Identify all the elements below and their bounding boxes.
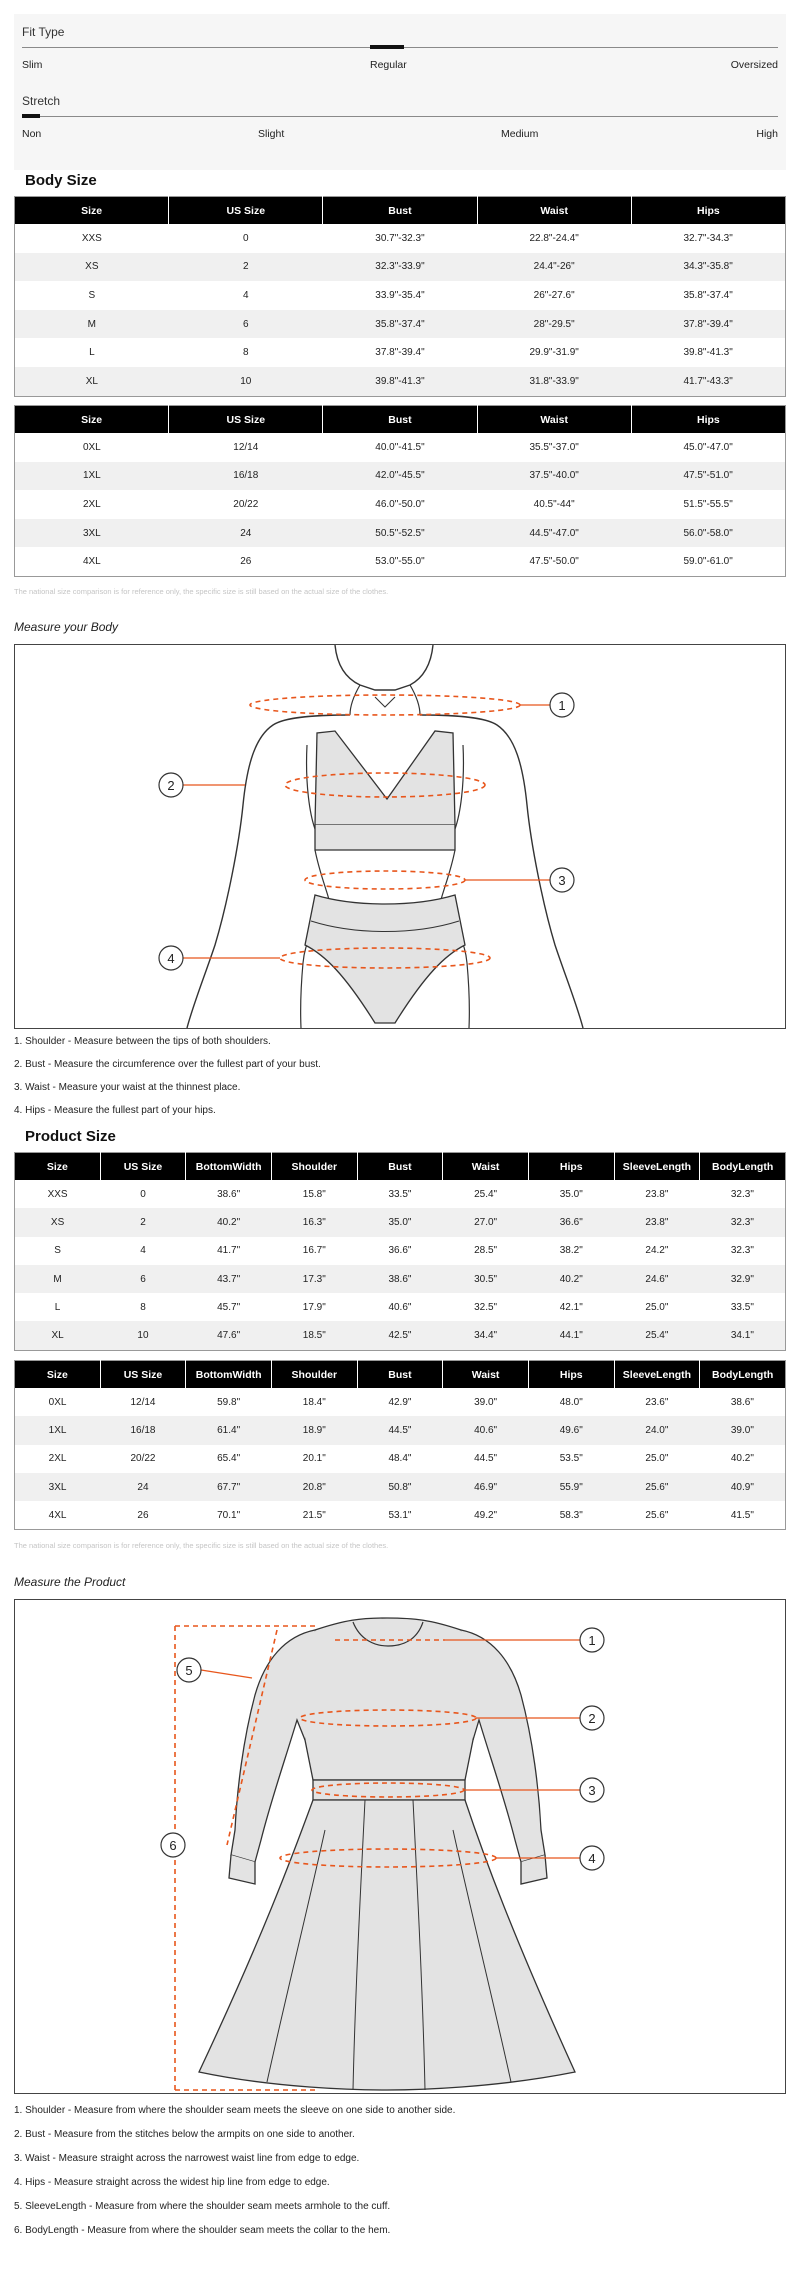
table-cell: 32.3"-33.9" xyxy=(323,253,477,282)
table-cell: 61.4" xyxy=(186,1416,272,1444)
column-header: Waist xyxy=(443,1153,529,1181)
column-header: Bust xyxy=(323,406,477,434)
table-cell: 24.2" xyxy=(645,1245,669,1257)
table-cell: 42.0"-45.5" xyxy=(323,462,477,491)
table-cell: 46.0"-50.0" xyxy=(375,498,425,510)
table-cell: 4XL xyxy=(82,556,101,568)
stretch-option-non: Non xyxy=(22,128,42,140)
table-cell: 24 xyxy=(100,1473,186,1501)
table-cell: 26 xyxy=(240,556,252,568)
column-header: Size xyxy=(15,1361,101,1389)
table-cell: 56.0"-58.0" xyxy=(631,519,785,548)
table-cell: 26"-27.6" xyxy=(533,289,575,301)
column-header: Size xyxy=(15,1153,101,1181)
body-illustration xyxy=(15,645,785,1028)
table-cell: L xyxy=(54,1301,61,1313)
table-cell: 49.6" xyxy=(528,1416,614,1444)
measure-body-title: Measure your Body xyxy=(14,620,119,634)
column-header: Waist xyxy=(443,1361,529,1389)
table-row xyxy=(15,224,786,253)
table-row xyxy=(15,1445,786,1473)
table-cell: 38.6" xyxy=(730,1396,754,1408)
table-cell: XS xyxy=(15,1208,101,1236)
column-header: BodyLength xyxy=(700,1361,786,1389)
stretch-indicator xyxy=(22,114,40,118)
stretch-option-medium: Medium xyxy=(501,128,539,140)
table-cell: 6 xyxy=(169,310,323,339)
table-cell: 32.3" xyxy=(700,1208,786,1236)
stretch-title: Stretch xyxy=(22,94,61,108)
product-size-note: The national size comparison is for reference only, the specific size is still based on the actual size of the clothes. xyxy=(14,1541,389,1550)
stretch-track xyxy=(22,116,778,117)
table-cell: 37.8"-39.4" xyxy=(375,347,425,359)
callout-3: 3 xyxy=(558,873,566,888)
table-row xyxy=(15,1237,786,1265)
product-size-plus-table xyxy=(14,1360,786,1530)
body-size-table xyxy=(14,196,786,397)
column-header: US Size xyxy=(169,406,323,434)
table-cell: 47.6" xyxy=(186,1321,272,1350)
body-measurement-figure xyxy=(14,644,786,1029)
table-cell: 21.5" xyxy=(302,1509,326,1521)
table-row xyxy=(15,367,786,396)
table-row xyxy=(15,338,786,367)
table-cell: 58.3" xyxy=(559,1509,583,1521)
column-header: Waist xyxy=(477,406,631,434)
table-cell: 18.5" xyxy=(271,1321,357,1350)
table-cell: 20/22 xyxy=(130,1453,156,1465)
body-size-note: The national size comparison is for reference only, the specific size is still based on the actual size of the clothes. xyxy=(14,587,389,596)
table-cell: 32.3" xyxy=(730,1188,754,1200)
table-cell: 41.7"-43.3" xyxy=(631,367,785,396)
table-cell: 2 xyxy=(169,253,323,282)
table-cell: 53.1" xyxy=(388,1509,412,1521)
stretch-option-slight: Slight xyxy=(258,128,285,140)
table-row xyxy=(15,1208,786,1236)
table-cell: 32.7"-34.3" xyxy=(683,232,733,244)
table-cell: 46.9" xyxy=(443,1473,529,1501)
table-cell: 30.7"-32.3" xyxy=(375,232,425,244)
table-cell: 12/14 xyxy=(130,1396,156,1408)
body-instruction-1: 1. Shoulder - Measure between the tips of both shoulders. xyxy=(14,1036,271,1047)
table-cell: 40.9" xyxy=(700,1473,786,1501)
table-cell: 18.9" xyxy=(271,1416,357,1444)
table-cell: 8 xyxy=(140,1301,146,1313)
column-header: Hips xyxy=(528,1153,614,1181)
table-cell: 43.7" xyxy=(186,1265,272,1293)
table-cell: 1XL xyxy=(15,462,169,491)
product-instruction-5: 5. SleeveLength - Measure from where the shoulder seam meets armhole to the cuff. xyxy=(14,2201,391,2212)
column-header: Hips xyxy=(528,1361,614,1389)
table-cell: 6 xyxy=(100,1265,186,1293)
table-cell: 35.5"-37.0" xyxy=(529,441,579,453)
column-header: BottomWidth xyxy=(186,1153,272,1181)
table-cell: 3XL xyxy=(15,519,169,548)
column-header: BottomWidth xyxy=(186,1361,272,1389)
table-cell: 39.0" xyxy=(474,1396,498,1408)
table-cell: 51.5"-55.5" xyxy=(683,498,733,510)
table-cell: 23.8" xyxy=(614,1208,700,1236)
table-cell: 31.8"-33.9" xyxy=(477,367,631,396)
table-cell: 37.8"-39.4" xyxy=(631,310,785,339)
table-row xyxy=(15,310,786,339)
table-cell: 50.5"-52.5" xyxy=(323,519,477,548)
table-cell: 49.2" xyxy=(474,1509,498,1521)
table-cell: 36.6" xyxy=(528,1208,614,1236)
table-cell: 16.3" xyxy=(271,1208,357,1236)
column-header: Waist xyxy=(477,197,631,225)
table-cell: 20.1" xyxy=(302,1453,326,1465)
column-header: Bust xyxy=(357,1361,443,1389)
body-instruction-4: 4. Hips - Measure the fullest part of your hips. xyxy=(14,1105,216,1116)
table-cell: S xyxy=(88,289,96,301)
table-row xyxy=(15,1388,786,1416)
table-cell: M xyxy=(15,310,169,339)
table-cell: S xyxy=(54,1245,61,1257)
table-cell: 37.5"-40.0" xyxy=(477,462,631,491)
table-cell: 35.0" xyxy=(357,1208,443,1236)
table-cell: 0XL xyxy=(82,441,101,453)
product-callout-6: 6 xyxy=(169,1838,177,1853)
table-cell: 67.7" xyxy=(186,1473,272,1501)
table-row xyxy=(15,1501,786,1530)
table-cell: 20.8" xyxy=(271,1473,357,1501)
table-cell: 27.0" xyxy=(443,1208,529,1236)
table-cell: 50.8" xyxy=(357,1473,443,1501)
body-size-plus-table xyxy=(14,405,786,577)
table-cell: XS xyxy=(15,253,169,282)
table-cell: 24.0" xyxy=(614,1416,700,1444)
table-cell: 34.3"-35.8" xyxy=(631,253,785,282)
table-row xyxy=(15,1473,786,1501)
table-cell: 23.6" xyxy=(645,1396,669,1408)
fit-panel xyxy=(14,14,786,170)
table-cell: 59.0"-61.0" xyxy=(683,556,733,568)
body-size-title: Body Size xyxy=(25,172,97,189)
table-cell: 55.9" xyxy=(528,1473,614,1501)
table-cell: 40.0"-41.5" xyxy=(375,441,425,453)
table-cell: 0XL xyxy=(48,1396,67,1408)
product-callout-4: 4 xyxy=(588,1851,596,1866)
table-row xyxy=(15,519,786,548)
table-cell: 40.2" xyxy=(528,1265,614,1293)
table-cell: 12/14 xyxy=(233,441,259,453)
table-cell: 22.8"-24.4" xyxy=(529,232,579,244)
product-instruction-6: 6. BodyLength - Measure from where the shoulder seam meets the collar to the hem. xyxy=(14,2225,391,2236)
callout-1: 1 xyxy=(558,698,566,713)
column-header: Shoulder xyxy=(271,1153,357,1181)
table-row xyxy=(15,1321,786,1350)
table-cell: 2 xyxy=(100,1208,186,1236)
table-cell: 38.2" xyxy=(559,1245,583,1257)
table-cell: 24.6" xyxy=(614,1265,700,1293)
table-cell: 1XL xyxy=(15,1416,101,1444)
table-cell: XL xyxy=(15,367,169,396)
table-cell: 59.8" xyxy=(217,1396,241,1408)
table-cell: 0 xyxy=(140,1188,146,1200)
column-header: Bust xyxy=(357,1153,443,1181)
table-cell: 35.8"-37.4" xyxy=(683,289,733,301)
fit-option-oversized: Oversized xyxy=(730,59,778,71)
table-cell: 42.1" xyxy=(559,1301,583,1313)
table-cell: 44.1" xyxy=(528,1321,614,1350)
fit-type-indicator xyxy=(370,45,404,49)
table-cell: 15.8" xyxy=(302,1188,326,1200)
table-cell: 42.5" xyxy=(357,1321,443,1350)
table-cell: 8 xyxy=(243,347,249,359)
table-cell: 38.6" xyxy=(357,1265,443,1293)
table-cell: 44.5" xyxy=(357,1416,443,1444)
dress-illustration xyxy=(15,1600,785,2093)
table-row xyxy=(15,1180,786,1208)
table-row xyxy=(15,1265,786,1293)
table-cell: 34.4" xyxy=(443,1321,529,1350)
table-cell: 3XL xyxy=(15,1473,101,1501)
table-cell: 25.0" xyxy=(645,1301,669,1313)
callout-4: 4 xyxy=(167,951,175,966)
product-callout-1: 1 xyxy=(588,1633,596,1648)
table-row xyxy=(15,253,786,282)
table-cell: 39.8"-41.3" xyxy=(323,367,477,396)
table-cell: 42.9" xyxy=(388,1396,412,1408)
table-cell: 32.9" xyxy=(700,1265,786,1293)
table-cell: 26 xyxy=(137,1509,149,1521)
product-size-title: Product Size xyxy=(25,1128,116,1145)
table-cell: 47.5"-50.0" xyxy=(529,556,579,568)
fit-option-slim: Slim xyxy=(22,59,43,71)
table-cell: 25.6" xyxy=(645,1509,669,1521)
table-cell: 40.5"-44" xyxy=(533,498,575,510)
body-instruction-3: 3. Waist - Measure your waist at the thinnest place. xyxy=(14,1082,241,1093)
column-header: SleeveLength xyxy=(614,1361,700,1389)
column-header: BodyLength xyxy=(700,1153,786,1181)
table-cell: 30.5" xyxy=(443,1265,529,1293)
column-header: Bust xyxy=(323,197,477,225)
fit-type-title: Fit Type xyxy=(22,25,65,39)
table-cell: 44.5" xyxy=(474,1453,498,1465)
table-cell: 16/18 xyxy=(169,462,323,491)
table-row xyxy=(15,462,786,491)
table-cell: 24 xyxy=(169,519,323,548)
table-cell: 2XL xyxy=(82,498,101,510)
table-cell: 48.0" xyxy=(559,1396,583,1408)
column-header: Hips xyxy=(631,197,785,225)
table-cell: 48.4" xyxy=(388,1453,412,1465)
column-header: Size xyxy=(15,197,169,225)
table-cell: 40.6" xyxy=(443,1416,529,1444)
measure-product-title: Measure the Product xyxy=(14,1575,126,1589)
table-row xyxy=(15,281,786,310)
table-cell: 25.4" xyxy=(474,1188,498,1200)
column-header: Size xyxy=(15,406,169,434)
table-cell: 4XL xyxy=(48,1509,67,1521)
table-cell: 4 xyxy=(140,1245,146,1257)
table-cell: 40.6" xyxy=(388,1301,412,1313)
column-header: US Size xyxy=(100,1361,186,1389)
table-cell: 25.0" xyxy=(645,1453,669,1465)
product-instruction-1: 1. Shoulder - Measure from where the shoulder seam meets the sleeve on one side to another side. xyxy=(14,2105,456,2116)
table-cell: 17.9" xyxy=(302,1301,326,1313)
table-cell: M xyxy=(15,1265,101,1293)
table-cell: 41.7" xyxy=(217,1245,241,1257)
table-cell: 33.9"-35.4" xyxy=(375,289,425,301)
table-cell: 32.5" xyxy=(474,1301,498,1313)
body-instruction-2: 2. Bust - Measure the circumference over the fullest part of your bust. xyxy=(14,1059,321,1070)
table-cell: 4 xyxy=(243,289,249,301)
table-cell: 35.8"-37.4" xyxy=(323,310,477,339)
product-size-table xyxy=(14,1152,786,1351)
table-cell: 33.5" xyxy=(730,1301,754,1313)
column-header: Hips xyxy=(631,406,785,434)
table-cell: 53.0"-55.0" xyxy=(375,556,425,568)
product-instruction-4: 4. Hips - Measure straight across the widest hip line from edge to edge. xyxy=(14,2177,330,2188)
column-header: Shoulder xyxy=(271,1361,357,1389)
table-cell: 25.4" xyxy=(614,1321,700,1350)
product-callout-3: 3 xyxy=(588,1783,596,1798)
table-cell: 45.0"-47.0" xyxy=(683,441,733,453)
table-cell: 16.7" xyxy=(302,1245,326,1257)
table-row xyxy=(15,1416,786,1444)
table-cell: 25.6" xyxy=(614,1473,700,1501)
table-cell: 28"-29.5" xyxy=(477,310,631,339)
table-cell: 39.0" xyxy=(700,1416,786,1444)
table-cell: 36.6" xyxy=(388,1245,412,1257)
table-cell: XXS xyxy=(47,1188,68,1200)
table-cell: 16/18 xyxy=(100,1416,186,1444)
table-row xyxy=(15,547,786,576)
table-cell: 47.5"-51.0" xyxy=(631,462,785,491)
product-instruction-3: 3. Waist - Measure straight across the narrowest waist line from edge to edge. xyxy=(14,2153,360,2164)
table-cell: 45.7" xyxy=(217,1301,241,1313)
column-header: SleeveLength xyxy=(614,1153,700,1181)
table-cell: XL xyxy=(15,1321,101,1350)
table-cell: 65.4" xyxy=(217,1453,241,1465)
table-row xyxy=(15,490,786,519)
table-cell: 29.9"-31.9" xyxy=(529,347,579,359)
table-cell: L xyxy=(89,347,95,359)
table-cell: 0 xyxy=(243,232,249,244)
table-cell: 39.8"-41.3" xyxy=(683,347,733,359)
product-instruction-2: 2. Bust - Measure from the stitches below the armpits on one side to another. xyxy=(14,2129,355,2140)
table-cell: 24.4"-26" xyxy=(477,253,631,282)
table-cell: XXS xyxy=(81,232,102,244)
table-cell: 10 xyxy=(100,1321,186,1350)
table-cell: 17.3" xyxy=(271,1265,357,1293)
fit-option-regular: Regular xyxy=(370,59,407,71)
product-measurement-figure xyxy=(14,1599,786,2094)
table-cell: 20/22 xyxy=(233,498,259,510)
stretch-option-high: High xyxy=(756,128,778,140)
table-cell: 32.3" xyxy=(730,1245,754,1257)
table-cell: 41.5" xyxy=(730,1509,754,1521)
table-cell: 53.5" xyxy=(559,1453,583,1465)
table-cell: 18.4" xyxy=(302,1396,326,1408)
table-cell: 38.6" xyxy=(217,1188,241,1200)
product-callout-2: 2 xyxy=(588,1711,596,1726)
table-row xyxy=(15,433,786,462)
table-cell: 33.5" xyxy=(388,1188,412,1200)
table-cell: 23.8" xyxy=(645,1188,669,1200)
table-cell: 44.5"-47.0" xyxy=(477,519,631,548)
table-cell: 35.0" xyxy=(559,1188,583,1200)
table-cell: 40.2" xyxy=(186,1208,272,1236)
table-row xyxy=(15,1293,786,1321)
table-cell: 40.2" xyxy=(730,1453,754,1465)
table-cell: 34.1" xyxy=(700,1321,786,1350)
table-cell: 70.1" xyxy=(217,1509,241,1521)
table-cell: 10 xyxy=(169,367,323,396)
column-header: US Size xyxy=(100,1153,186,1181)
column-header: US Size xyxy=(169,197,323,225)
callout-2: 2 xyxy=(167,778,175,793)
product-callout-5: 5 xyxy=(185,1663,193,1678)
table-cell: 28.5" xyxy=(474,1245,498,1257)
table-cell: 2XL xyxy=(48,1453,67,1465)
